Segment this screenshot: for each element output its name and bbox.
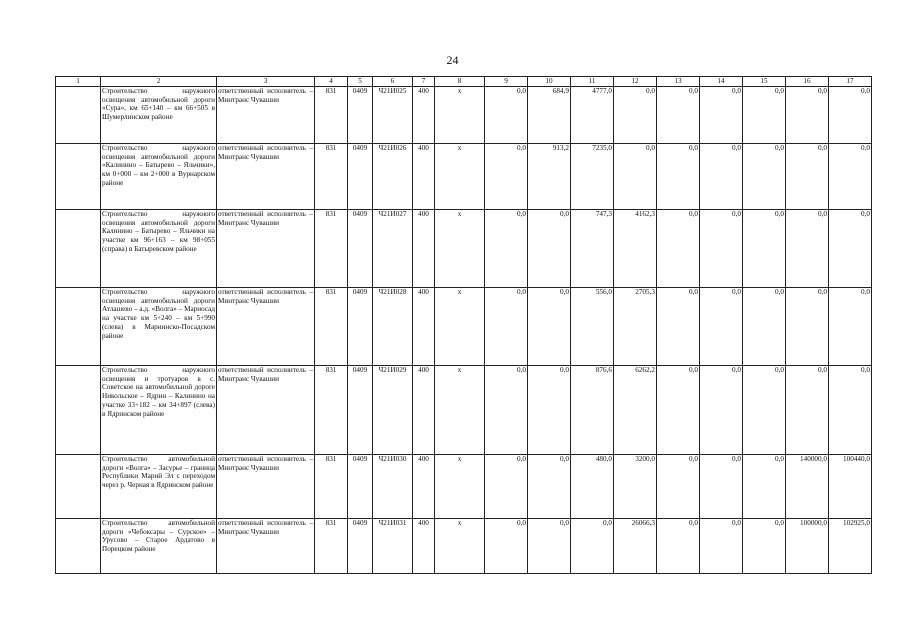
cell-code-7: 400 <box>413 455 435 519</box>
column-number: 14 <box>700 77 743 87</box>
cell-value-15: 0,0 <box>743 455 786 519</box>
cell-code-7: 400 <box>413 519 435 574</box>
cell-code-8: x <box>435 144 485 210</box>
cell-responsible: ответственный исполнитель – Минтранс Чувашии <box>217 144 315 210</box>
cell-code-5: 0409 <box>348 519 373 574</box>
cell-code-7: 400 <box>413 210 435 288</box>
cell-code-4: 831 <box>315 87 348 144</box>
page-number: 24 <box>446 53 459 67</box>
table-row <box>56 455 872 519</box>
cell-code-7: 400 <box>413 144 435 210</box>
cell-value-13: 0,0 <box>657 366 700 455</box>
cell-value-13: 0,0 <box>657 144 700 210</box>
cell-index <box>56 519 101 574</box>
cell-code-7: 400 <box>413 288 435 366</box>
cell-index <box>56 366 101 455</box>
cell-value-11: 4777,0 <box>571 87 614 144</box>
cell-value-12: 2705,3 <box>614 288 657 366</box>
cell-value-10: 0,0 <box>528 519 571 574</box>
cell-description: Строительство автомобильной дороги «Волга» – Засурье – граница Республики Марий Эл с переходом через р. Черная в Ядринском районе <box>101 455 217 519</box>
cell-code-5: 0409 <box>348 455 373 519</box>
cell-description: Строительство наружного освещения автомобильной дороги «Калинино – Батырево – Яльчики», км 0+000 – км 2+000 в Вурнарском районе <box>101 144 217 210</box>
column-number: 1 <box>56 77 101 87</box>
cell-code-4: 831 <box>315 366 348 455</box>
cell-code-6: Ч21И026 <box>373 144 413 210</box>
cell-responsible: ответственный исполнитель – Минтранс Чувашии <box>217 366 315 455</box>
cell-index <box>56 144 101 210</box>
cell-code-5: 0409 <box>348 87 373 144</box>
cell-value-17: 102925,0 <box>829 519 872 574</box>
column-number: 3 <box>217 77 315 87</box>
cell-value-16: 140000,0 <box>786 455 829 519</box>
column-number-header-row <box>56 77 872 87</box>
cell-value-17: 0,0 <box>829 366 872 455</box>
cell-code-4: 831 <box>315 519 348 574</box>
cell-index <box>56 210 101 288</box>
column-number: 8 <box>435 77 485 87</box>
cell-description: Строительство автомобильной дороги «Чебоксары – Сурское» – Урусово – Старое Ардатово в Порецком районе <box>101 519 217 574</box>
column-number: 17 <box>829 77 872 87</box>
cell-value-10: 0,0 <box>528 210 571 288</box>
column-number: 5 <box>348 77 373 87</box>
program-table <box>55 76 872 574</box>
cell-value-10: 0,0 <box>528 455 571 519</box>
cell-description: Строительство наружного освещения автомобильной дороги Атлашево – а.д. «Волга» – Мариосад на участке км 5+240 – км 5+990 (слева) в Мариинско-Посадском районе <box>101 288 217 366</box>
cell-value-9: 0,0 <box>485 144 528 210</box>
column-number: 2 <box>101 77 217 87</box>
cell-responsible: ответственный исполнитель – Минтранс Чувашии <box>217 210 315 288</box>
cell-value-11: 556,0 <box>571 288 614 366</box>
cell-value-9: 0,0 <box>485 87 528 144</box>
cell-value-12: 0,0 <box>614 144 657 210</box>
column-number: 15 <box>743 77 786 87</box>
cell-value-16: 0,0 <box>786 144 829 210</box>
cell-code-4: 831 <box>315 210 348 288</box>
cell-value-12: 0,0 <box>614 87 657 144</box>
cell-value-13: 0,0 <box>657 87 700 144</box>
cell-responsible: ответственный исполнитель – Минтранс Чувашии <box>217 455 315 519</box>
cell-value-17: 0,0 <box>829 210 872 288</box>
cell-value-14: 0,0 <box>700 519 743 574</box>
cell-value-14: 0,0 <box>700 144 743 210</box>
column-number: 11 <box>571 77 614 87</box>
column-number: 6 <box>373 77 413 87</box>
cell-value-11: 7235,0 <box>571 144 614 210</box>
cell-value-16: 100000,0 <box>786 519 829 574</box>
cell-code-6: Ч21И029 <box>373 366 413 455</box>
cell-value-10: 0,0 <box>528 288 571 366</box>
cell-value-10: 0,0 <box>528 366 571 455</box>
column-number: 12 <box>614 77 657 87</box>
cell-responsible: ответственный исполнитель – Минтранс Чувашии <box>217 519 315 574</box>
cell-value-9: 0,0 <box>485 519 528 574</box>
cell-value-14: 0,0 <box>700 87 743 144</box>
cell-code-6: Ч21И027 <box>373 210 413 288</box>
cell-code-8: x <box>435 87 485 144</box>
cell-value-9: 0,0 <box>485 210 528 288</box>
table-row <box>56 366 872 455</box>
cell-value-9: 0,0 <box>485 288 528 366</box>
cell-description: Строительство наружного освещения автомобильной дороги «Сура», км 65+140 – км 66+505 в Шумерлинском районе <box>101 87 217 144</box>
cell-code-5: 0409 <box>348 210 373 288</box>
cell-value-13: 0,0 <box>657 455 700 519</box>
table-row <box>56 288 872 366</box>
cell-value-9: 0,0 <box>485 366 528 455</box>
cell-value-15: 0,0 <box>743 210 786 288</box>
table-row <box>56 210 872 288</box>
cell-value-16: 0,0 <box>786 87 829 144</box>
column-number: 13 <box>657 77 700 87</box>
column-number: 10 <box>528 77 571 87</box>
cell-value-11: 480,0 <box>571 455 614 519</box>
cell-code-8: x <box>435 288 485 366</box>
cell-value-17: 0,0 <box>829 288 872 366</box>
cell-code-8: x <box>435 519 485 574</box>
cell-value-10: 913,2 <box>528 144 571 210</box>
cell-code-7: 400 <box>413 87 435 144</box>
cell-code-5: 0409 <box>348 144 373 210</box>
cell-value-14: 0,0 <box>700 455 743 519</box>
cell-value-10: 684,9 <box>528 87 571 144</box>
cell-code-4: 831 <box>315 288 348 366</box>
cell-description: Строительство наружного освещения и тротуаров в с. Советское на автомобильной дороге Никольское – Ядрин – Калинино на участке 33+182 – км 34+897 (слева) в Ядринском районе <box>101 366 217 455</box>
cell-code-8: x <box>435 210 485 288</box>
cell-value-17: 0,0 <box>829 87 872 144</box>
cell-value-11: 747,3 <box>571 210 614 288</box>
cell-value-16: 0,0 <box>786 366 829 455</box>
cell-code-4: 831 <box>315 455 348 519</box>
cell-index <box>56 455 101 519</box>
column-number: 7 <box>413 77 435 87</box>
cell-value-17: 0,0 <box>829 144 872 210</box>
cell-value-15: 0,0 <box>743 144 786 210</box>
cell-code-8: x <box>435 455 485 519</box>
cell-code-4: 831 <box>315 144 348 210</box>
cell-value-15: 0,0 <box>743 288 786 366</box>
cell-value-13: 0,0 <box>657 210 700 288</box>
cell-value-14: 0,0 <box>700 366 743 455</box>
cell-value-16: 0,0 <box>786 210 829 288</box>
column-number: 16 <box>786 77 829 87</box>
table-row <box>56 87 872 144</box>
cell-value-12: 26066,3 <box>614 519 657 574</box>
cell-value-16: 0,0 <box>786 288 829 366</box>
cell-code-6: Ч21И028 <box>373 288 413 366</box>
table-row <box>56 144 872 210</box>
cell-code-7: 400 <box>413 366 435 455</box>
cell-value-15: 0,0 <box>743 366 786 455</box>
cell-value-9: 0,0 <box>485 455 528 519</box>
cell-value-11: 876,6 <box>571 366 614 455</box>
cell-value-13: 0,0 <box>657 288 700 366</box>
column-number: 9 <box>485 77 528 87</box>
cell-description: Строительство наружного освещения автомобильной дороги Калинино – Батырево – Яльчики на участке км 96+163 – км 98+055 (справа) в Батыревском районе <box>101 210 217 288</box>
table-row <box>56 519 872 574</box>
cell-value-14: 0,0 <box>700 288 743 366</box>
cell-index <box>56 288 101 366</box>
cell-code-6: Ч21И025 <box>373 87 413 144</box>
cell-index <box>56 87 101 144</box>
cell-responsible: ответственный исполнитель – Минтранс Чувашии <box>217 87 315 144</box>
cell-responsible: ответственный исполнитель – Минтранс Чувашии <box>217 288 315 366</box>
cell-value-12: 4162,3 <box>614 210 657 288</box>
cell-code-6: Ч21И031 <box>373 519 413 574</box>
cell-value-14: 0,0 <box>700 210 743 288</box>
cell-code-6: Ч21И030 <box>373 455 413 519</box>
cell-value-12: 3200,0 <box>614 455 657 519</box>
cell-code-5: 0409 <box>348 288 373 366</box>
column-number: 4 <box>315 77 348 87</box>
cell-value-13: 0,0 <box>657 519 700 574</box>
cell-value-15: 0,0 <box>743 87 786 144</box>
cell-code-5: 0409 <box>348 366 373 455</box>
cell-value-17: 100440,0 <box>829 455 872 519</box>
cell-value-11: 0,0 <box>571 519 614 574</box>
cell-value-12: 6262,2 <box>614 366 657 455</box>
cell-code-8: x <box>435 366 485 455</box>
cell-value-15: 0,0 <box>743 519 786 574</box>
